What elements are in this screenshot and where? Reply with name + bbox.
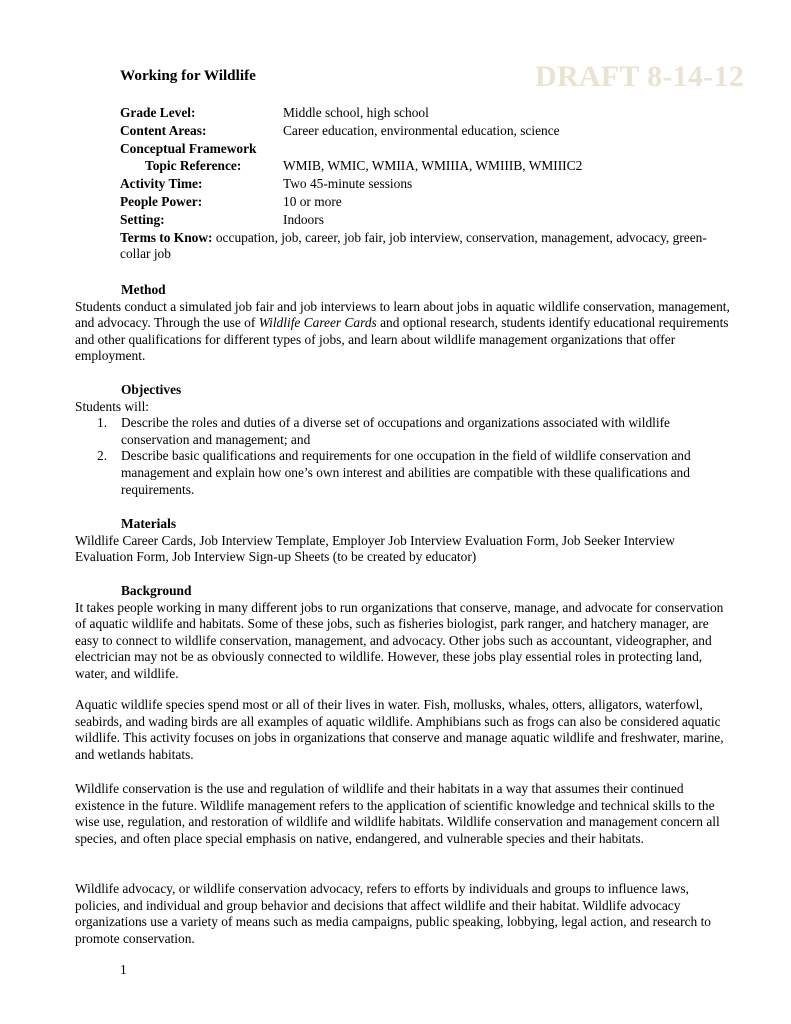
method-text-italic: Wildlife Career Cards bbox=[258, 315, 377, 331]
meta-row bbox=[120, 105, 720, 123]
materials-text: Wildlife Career Cards, Job Interview Template, Employer Job Interview Evaluation Form, Job Seeker Interview Evaluation Form, Job Interview Sign-up Sheets (to be created by educator) bbox=[75, 532, 675, 565]
meta-row bbox=[120, 176, 720, 194]
background-heading: Background bbox=[121, 583, 192, 598]
meta-label: Content Areas: bbox=[120, 122, 207, 138]
meta-value: WMIB, WMIC, WMIIA, WMIIIA, WMIIIB, WMIIIC2 bbox=[283, 158, 583, 174]
background-section bbox=[75, 583, 735, 683]
method-text bbox=[75, 299, 735, 365]
objectives-section bbox=[75, 382, 735, 498]
terms-label: Terms to Know: bbox=[120, 229, 213, 245]
method-heading: Method bbox=[121, 282, 166, 297]
list-text: Describe basic qualifications and requirements for one occupation in the field of wildlife conservation and management and explain how one’s own interest and abilities are compatible with these qualifications and requirements. bbox=[121, 448, 691, 497]
objectives-list bbox=[75, 415, 735, 498]
meta-label: People Power: bbox=[120, 193, 203, 209]
objectives-heading: Objectives bbox=[121, 382, 182, 397]
method-section bbox=[75, 282, 735, 365]
list-text: Describe the roles and duties of a diverse set of occupations and organizations associated with wildlife conservation and management; and bbox=[121, 415, 670, 447]
background-section bbox=[75, 781, 735, 847]
draft-watermark: DRAFT 8-14-12 bbox=[535, 60, 745, 93]
list-number-text: 1. bbox=[97, 415, 108, 431]
materials-section bbox=[75, 516, 735, 566]
list-item bbox=[75, 415, 735, 448]
meta-label: Activity Time: bbox=[120, 176, 203, 192]
method-text-part: and optional research, students identify educational requirements and other qualifications for different types of jobs, and learn about wildlife management organizations that offer employment. bbox=[75, 315, 729, 364]
background-paragraph: Wildlife conservation is the use and regulation of wildlife and their habitats in a way that assumes their continued existence in the future. Wildlife management refers to the application of scientific knowledge and technical skills to the wise use, regulation, and restoration of wildlife and wildlife habitats. Wildlife conservation and management concern all species, and often place special emphasis on native, endangered, and vulnerable species and their habitats. bbox=[75, 781, 720, 846]
page-number: 1 bbox=[120, 962, 127, 977]
meta-row bbox=[120, 141, 720, 159]
meta-label: Topic Reference: bbox=[145, 158, 242, 174]
list-number-text: 2. bbox=[97, 448, 108, 464]
method-text-part: Students conduct a simulated job fair and job interviews to learn about jobs in aquatic wildlife conservation, management, and advocacy. Through the use of bbox=[75, 298, 730, 331]
list-number bbox=[75, 448, 121, 498]
objectives-intro: Students will: bbox=[75, 398, 150, 414]
meta-label: Setting: bbox=[120, 211, 165, 227]
page-title: Working for Wildlife bbox=[120, 67, 256, 84]
background-section bbox=[75, 881, 735, 947]
meta-row bbox=[120, 158, 720, 176]
background-section bbox=[75, 697, 735, 763]
meta-row bbox=[120, 212, 720, 230]
meta-value: Two 45-minute sessions bbox=[283, 176, 413, 192]
meta-row bbox=[120, 123, 720, 141]
list-number bbox=[75, 415, 121, 448]
meta-value: Indoors bbox=[283, 211, 324, 227]
background-paragraph: Wildlife advocacy, or wildlife conservation advocacy, refers to efforts by individuals and groups to influence laws, policies, and individual and group behavior and decisions that affect wildlife and their habitat. Wildlife advocacy organizations use a variety of means such as media campaigns, public speaking, lobbying, legal action, and research to promote conservation. bbox=[75, 881, 711, 946]
background-paragraph: It takes people working in many different jobs to run organizations that conserve, manage, and advocate for conservation of aquatic wildlife and habitats. Some of these jobs, such as fisheries biologist, park ranger, and hatchery manager, are easy to connect to wildlife conservation, management, and advocacy. Other jobs such as accountant, videographer, and electrician may not be as obviously connected to wildlife. However, these jobs play essential roles in protecting land, water, and wildlife. bbox=[75, 599, 724, 681]
meta-value: Middle school, high school bbox=[283, 105, 429, 120]
background-paragraph: Aquatic wildlife species spend most or all of their lives in water. Fish, mollusks, whales, otters, alligators, waterfowl, seabirds, and wading birds are all examples of aquatic wildlife. Amphibians such as frogs can also be considered aquatic wildlife. This activity focuses on jobs in organizations that conserve and manage aquatic wildlife and freshwater, marine, and wetlands habitats. bbox=[75, 697, 724, 762]
meta-row bbox=[120, 194, 720, 212]
meta-value: Career education, environmental education, science bbox=[283, 122, 560, 138]
terms-to-know bbox=[120, 230, 720, 263]
activity-metadata bbox=[120, 105, 720, 263]
meta-value: 10 or more bbox=[283, 193, 342, 209]
list-item bbox=[75, 448, 735, 498]
terms-value: occupation, job, career, job fair, job interview, conservation, management, advocacy, green-collar job bbox=[120, 229, 707, 262]
meta-label: Grade Level: bbox=[120, 105, 196, 120]
meta-label: Conceptual Framework bbox=[120, 140, 257, 156]
materials-heading: Materials bbox=[121, 516, 177, 531]
